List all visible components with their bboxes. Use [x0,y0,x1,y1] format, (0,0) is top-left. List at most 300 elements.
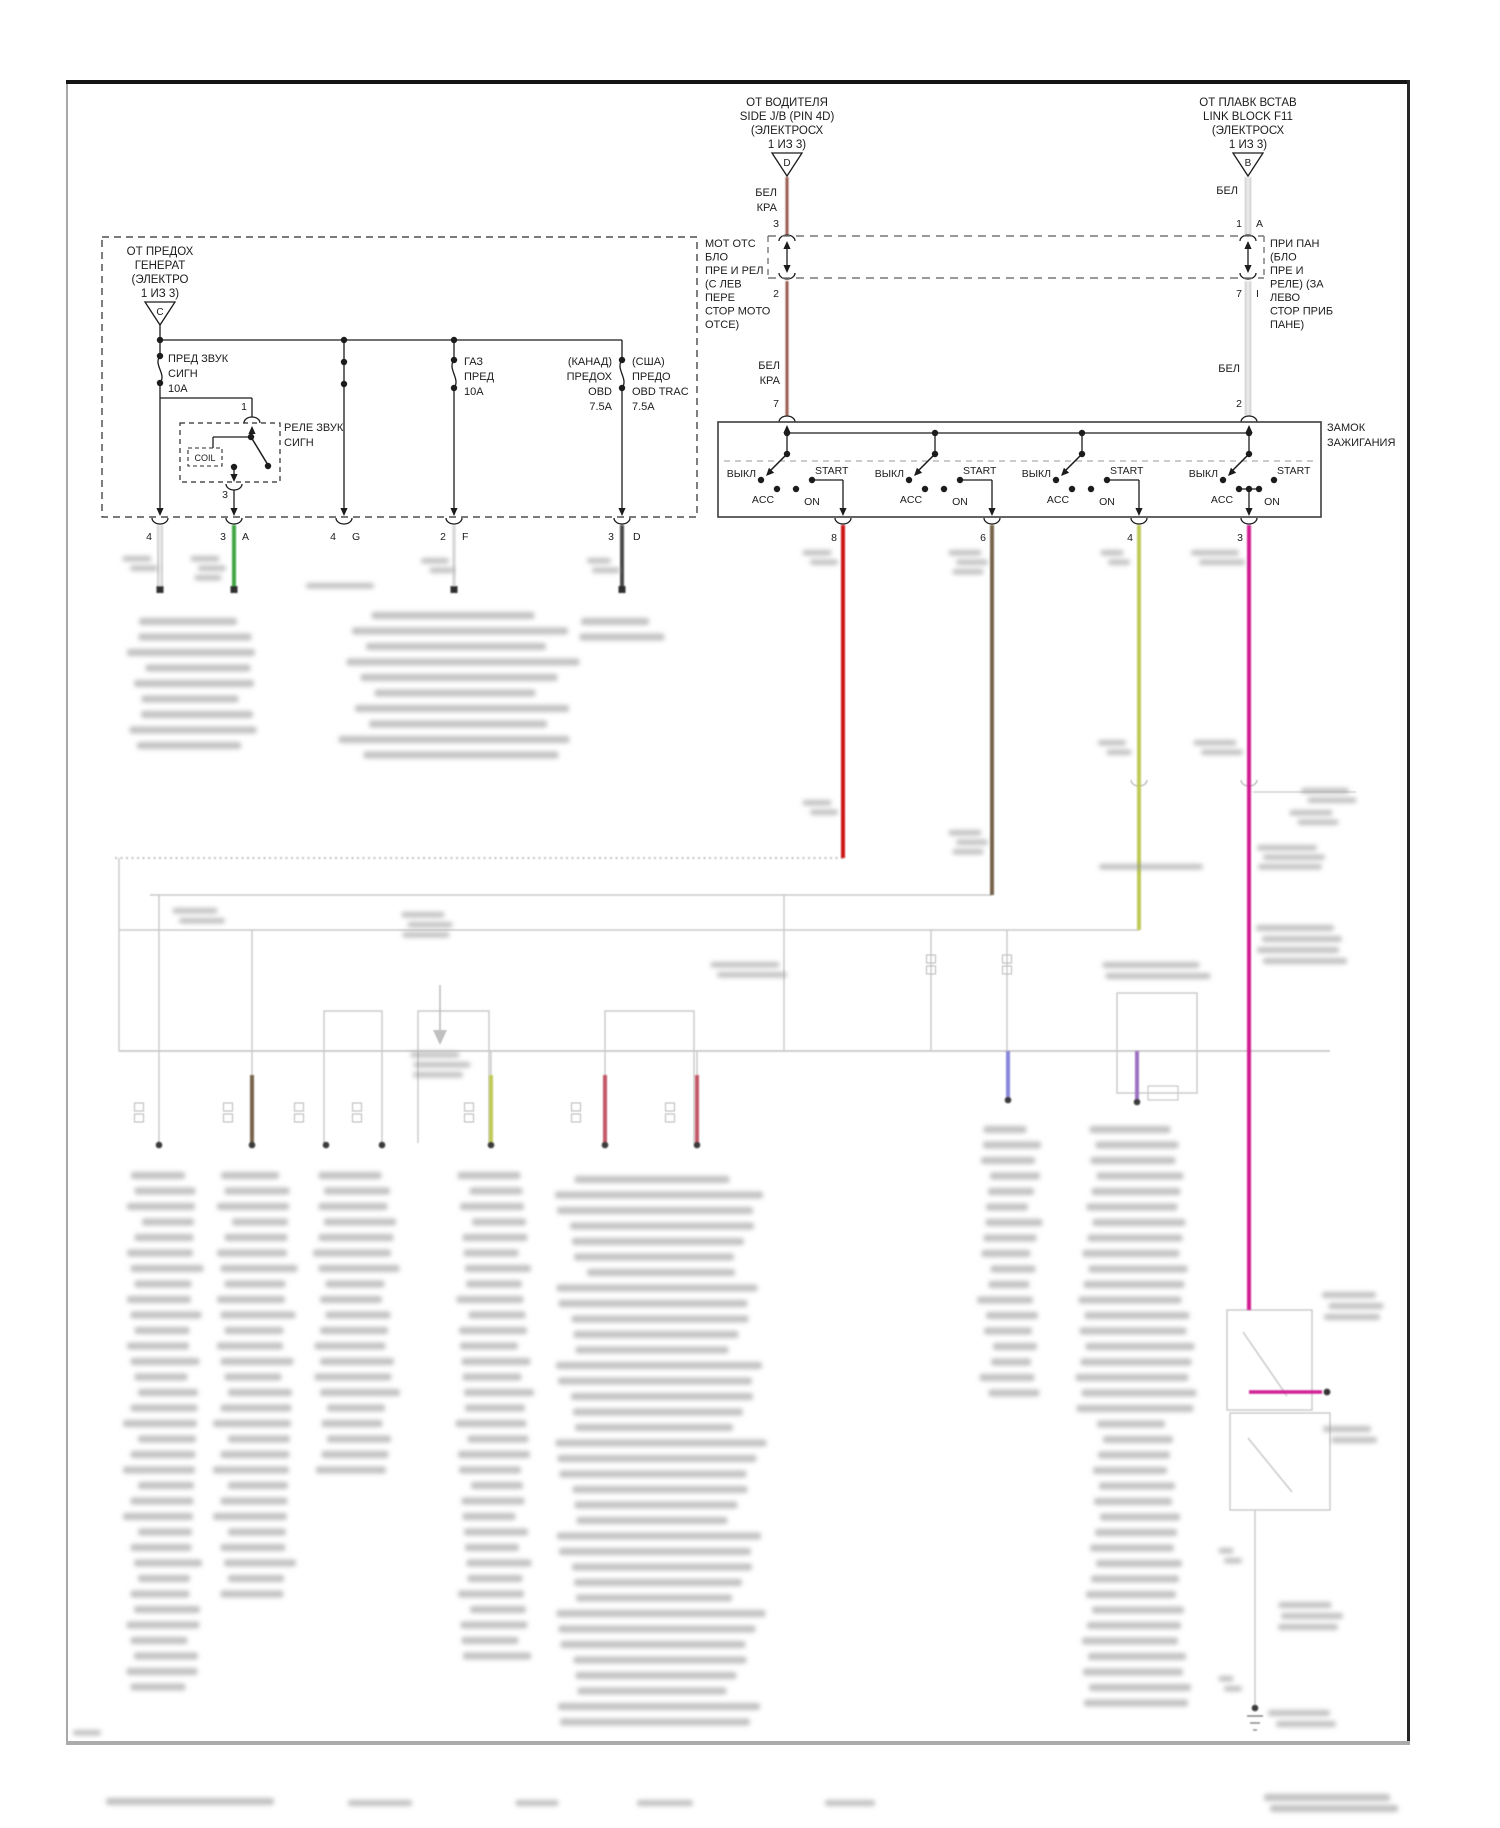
blurred-text-block [1329,1303,1384,1309]
blurred-text-block [1258,864,1322,870]
note-instrument-panel-5: СТОР ПРИБ [1270,305,1334,318]
fuse-block-out-arc [446,518,462,524]
blurred-text-block [366,643,546,650]
magenta-branch-dot [1324,1389,1331,1396]
faded-connector-pair [295,1103,304,1111]
pin-out-4g-num: 4 [330,531,336,543]
blurred-text-block [327,1405,385,1412]
blurred-text-block [221,1405,292,1412]
blurred-text-block [576,1672,737,1679]
blurred-text-block [1298,820,1339,826]
blurred-text-block [462,1498,525,1505]
faded-connector-pair [353,1103,362,1111]
label-wire_colors-d_upper-1: КРА [756,202,777,214]
blurred-text-block [991,1359,1031,1366]
blurred-text-block [1256,925,1334,931]
blurred-text-block [228,1482,288,1489]
label-wire_colors-b_lower: БЕЛ [1218,363,1240,375]
blurred-text-block [577,1517,728,1524]
blurred-junction-dot [488,1142,495,1149]
blurred-text-block [1100,1514,1180,1521]
blurred-text-block [324,1219,396,1226]
blurred-text-block [1201,750,1243,756]
blurred-text-block [1308,798,1357,804]
blurred-text-block [135,1234,194,1241]
blurred-text-block [1107,750,1132,756]
blurred-text-block [1084,1700,1188,1707]
blurred-text-block [138,1436,196,1443]
blurred-text-block [137,742,241,749]
arrowhead [1244,241,1251,249]
connector-triangle-d-letter: D [783,158,791,169]
pin-out-4g-letter: G [352,531,361,543]
blurred-text-block [463,1234,528,1241]
blurred-text-block [1224,1686,1242,1692]
blurred-junction-dot [694,1142,701,1149]
blurred-text-block [315,1343,386,1350]
blurred-text-block [139,634,252,641]
blurred-text-block [142,1219,194,1226]
blurred-text-block [1264,1794,1390,1801]
blurred-text-block [1093,1219,1186,1226]
note-engine-bay-2: ПРЕ И РЕЛ [705,265,764,277]
arrowhead [783,265,790,273]
ignition-start-label-0: START [815,465,849,477]
blurred-text-block [134,1560,202,1567]
blurred-text-block [587,1269,735,1276]
note-instrument-panel-4: ЛЕВО [1270,292,1301,304]
blurred-text-block [131,1358,200,1365]
label-wire_colors-d_lower-1: КРА [759,375,780,387]
ignition-off-label-0: ВЫКЛ [726,468,756,480]
blurred-text-block [320,1389,400,1396]
blurred-junction-dot [156,1142,163,1149]
blurred-junction-dot [323,1142,330,1149]
blurred-text-block [991,1266,1036,1273]
blurred-text-block [470,1606,526,1613]
blurred-text-block [1084,1281,1185,1288]
pin-b-top-num: 1 [1236,218,1242,230]
blurred-text-block [221,1265,298,1272]
blurred-text-block [408,922,453,928]
junction-dot [265,463,271,469]
blurred-text-block [460,1343,518,1350]
ignition-out-arc [984,518,1000,524]
blurred-text-block [1323,1426,1371,1432]
faded-staple-1 [324,1011,382,1143]
blurred-text-block [135,1281,192,1288]
label-headers-source_d-lines-1: SIDE J/B (PIN 4D) [739,111,835,123]
faded-connector-pair [465,1114,474,1122]
blurred-text-block [581,618,649,625]
coil-label: COIL [194,453,216,463]
blurred-text-block [179,918,225,924]
blurred-text-block [980,1374,1035,1381]
blurred-text-block [221,1451,290,1458]
blurred-text-block [559,1548,751,1555]
connector-square-dot [157,586,164,593]
blurred-text-block [592,568,620,574]
relay-contact-arm [251,437,268,465]
blurred-junction-dot [1252,1705,1259,1712]
blurred-text-block [1092,1607,1184,1614]
blurred-text-block [956,840,988,846]
horn-fuse-element-icon [158,356,162,383]
blurred-text-block [576,1595,732,1602]
blurred-text-block [953,569,984,575]
blurred-text-block [574,1657,747,1664]
contact-off-dot [1053,477,1059,483]
faded-connector-pair [224,1114,233,1122]
blurred-text-block [1091,1576,1179,1583]
blurred-text-block [1301,788,1349,794]
blurred-text-block [465,1405,525,1412]
blurred-text-block [139,618,237,625]
blurred-text-block [339,736,570,743]
pin-out-3d-num: 3 [608,531,614,543]
blurred-text-block [1290,810,1333,816]
blurred-text-block [1263,855,1325,861]
faded-connector-pair [666,1103,675,1111]
blurred-text-block [460,1203,524,1210]
blurred-text-block [221,1358,294,1365]
blurred-text-block [135,1374,188,1381]
blurred-text-block [574,1579,742,1586]
blurred-text-block [993,1343,1037,1350]
blurred-text-block [1097,1421,1165,1428]
blurred-text-block [134,1606,200,1613]
blurred-text-block [127,1668,198,1675]
pin-out-2f-letter: F [462,531,469,543]
blurred-text-block [320,1327,388,1334]
blurred-text-block [322,1451,389,1458]
blurred-text-block [127,1250,193,1257]
pin-d-top: 3 [773,218,779,230]
blurred-text-block [559,1626,756,1633]
blurred-text-block [810,810,838,816]
blurred-text-block [561,1641,746,1648]
blurred-text-block [463,1513,516,1520]
blurred-text-block [347,659,580,666]
fuse-block-out-arc [226,518,242,524]
blurred-text-block [141,711,253,718]
ignition-out-pin-1: 6 [980,532,986,544]
blurred-text-block [1095,1529,1177,1536]
blurred-text-block [411,1052,460,1058]
contact-off-dot [758,477,764,483]
blurred-junction-dot [602,1142,609,1149]
arrowhead [230,508,237,516]
ignition-label-1: ЗАЖИГАНИЯ [1327,437,1396,449]
note-engine-bay-1: БЛО [705,251,728,264]
blurred-text-block [1106,973,1211,979]
blurred-text-block [232,1219,288,1226]
obd-usa-label-0: (США) [632,356,665,368]
blurred-text-block [574,1331,739,1338]
blurred-text-block [130,727,257,734]
blurred-text-block [464,1529,528,1536]
horn-fuse-label-0: ПРЕД ЗВУК [168,353,229,365]
arrowhead [230,474,237,482]
faded-switch-box-1 [1227,1310,1312,1410]
blurred-text-block [458,1451,530,1458]
blurred-text-block [225,1234,288,1241]
blurred-text-block [421,558,449,564]
blurred-text-block [575,1502,738,1509]
blurred-text-block [467,1560,532,1567]
blurred-text-block [465,1544,519,1551]
blurred-text-block [470,1188,523,1195]
blurred-text-block [106,1798,274,1805]
blurred-text-block [1331,1437,1377,1443]
label-headers-source_b-lines-1: LINK BLOCK F11 [1203,111,1293,123]
ignition-start-label-2: START [1110,465,1144,477]
blurred-text-block [221,1172,279,1179]
ignition-out-pin-3: 3 [1237,532,1243,544]
note-instrument-panel-2: ПРЕ И [1270,265,1304,277]
arrowhead [450,508,457,516]
ignition-out-arc [1131,518,1147,524]
blurred-text-block [1257,845,1317,851]
blurred-text-block [1088,1235,1183,1242]
blurred-junction-dot [1005,1097,1012,1104]
blurred-text-block [221,1544,286,1551]
pin-d-bottom: 7 [773,398,779,410]
arrowhead [839,508,846,516]
blurred-text-block [225,1327,284,1334]
faded-connector-pair [353,1114,362,1122]
pin-b-mid-num: 7 [1236,288,1242,300]
blurred-text-block [131,1684,186,1691]
blurred-text-block [322,1420,383,1427]
blurred-text-block [575,1176,730,1183]
blurred-text-block [989,1390,1040,1397]
blurred-text-block [1108,560,1130,566]
blurred-text-block [1099,1483,1175,1490]
blurred-text-block [981,1157,1035,1164]
blurred-text-block [142,696,239,703]
fuse-block-out-arc [336,518,352,524]
blurred-text-block [1076,1374,1189,1381]
blurred-text-block [574,1254,734,1261]
ignition-out-arc [835,518,851,524]
blurred-text-block [131,1451,196,1458]
blurred-text-block [1270,1805,1398,1812]
frame-top [66,80,1410,84]
blurred-text-block [414,1062,471,1068]
blurred-text-block [313,1250,391,1257]
blurred-text-block [810,560,838,566]
junction-dot [341,359,347,365]
blurred-text-block [572,1238,744,1245]
blurred-text-block [131,1265,204,1272]
junction-dot [1246,430,1252,436]
blurred-text-block [1087,1204,1178,1211]
blurred-text-block [123,1513,193,1520]
faded-staple-3 [605,1011,694,1143]
label-headers-source_b-lines-0: ОТ ПЛАВК ВСТАВ [1199,97,1297,109]
contact-on-dot [1088,486,1094,492]
blurred-text-block [1082,1390,1197,1397]
blurred-text-block [324,1188,390,1195]
blurred-text-block [1322,1292,1376,1298]
blurred-text-block [463,1374,522,1381]
connector-square-dot [231,586,238,593]
blurred-text-block [717,972,787,978]
blurred-text-block [466,1281,522,1288]
blurred-text-block [123,1420,197,1427]
blurred-text-block [468,1575,523,1582]
ignition-start-label-3: START [1277,465,1311,477]
blurred-text-block [464,1250,519,1257]
arrowhead [248,426,255,434]
blurred-text-block [402,912,445,918]
blurred-text-block [320,1358,394,1365]
blurred-text-block [138,1482,194,1489]
gas-fuse-label-0: ГАЗ [464,356,484,368]
blurred-text-block [213,1420,291,1427]
note-engine-bay-6: ОТСЕ) [705,319,740,331]
blurred-text-block [213,1513,287,1520]
junction-dot [1079,430,1085,436]
note-engine-bay-4: ПЕРЕ [705,292,735,304]
blurred-text-block [134,1653,198,1660]
faded-connector-pair [135,1103,144,1111]
horn-fuse-label-2: 10А [168,383,188,395]
blurred-text-block [1278,1624,1338,1630]
blurred-text-block [572,1316,749,1323]
ignition-on-label-1: ON [952,496,968,508]
ignition-off-label-1: ВЫКЛ [874,468,904,480]
contact-off-dot [906,477,912,483]
wire-color-layer [156,177,1334,1711]
blurred-text-block [560,1471,747,1478]
junction-dot [341,381,347,387]
blurred-text-block [1086,1591,1176,1598]
blurred-text-block [146,665,251,672]
blurred-text-block [558,1703,760,1710]
faded-connector-pair [666,1114,675,1122]
blurred-text-block [1081,1359,1192,1366]
blurred-text-block [361,674,558,681]
blurred-text-block [1281,1613,1343,1619]
blurred-text-block [557,1533,761,1540]
blurred-text-block [306,583,374,589]
blurred-text-block [1083,1250,1180,1257]
connector-arc-icon [1241,416,1257,422]
blurred-text-block [459,1467,521,1474]
blurred-text-block [1079,1297,1182,1304]
blurred-text-block [462,1637,519,1644]
blurred-text-block [228,1529,286,1536]
label-headers-source_d-lines-2: (ЭЛЕКТРОСХ [750,125,824,137]
blurred-text-block [1085,1312,1190,1319]
connector-arc-icon [779,416,795,422]
blurred-junction-dot [1134,1099,1141,1106]
note-engine-bay-3: (С ЛЕВ [705,278,742,291]
blurred-text-block [131,1172,185,1179]
blurred-text-block [986,1204,1028,1211]
blurred-text-block [320,1296,382,1303]
blurred-text-block [1083,1669,1183,1676]
ignition-off-label-2: ВЫКЛ [1021,468,1051,480]
blurred-text-block [803,800,832,806]
blurred-text-block [348,1800,412,1806]
blurred-text-block [457,1296,524,1303]
blurred-text-block [1194,740,1237,746]
frame-right [1407,80,1410,1745]
relay-label-1: СИГН [284,437,314,449]
blurred-text-block [134,680,254,687]
relay-label-0: РЕЛЕ ЗВУК [284,422,344,434]
blurred-text-block [369,721,547,728]
blurred-text-block [803,550,832,556]
blurred-text-block [430,568,455,574]
blurred-text-block [1092,1188,1181,1195]
contact-on-dot [941,486,947,492]
pin-b-top-letter: A [1256,218,1264,230]
blurred-text-block [1096,1142,1179,1149]
blurred-text-block [315,1374,392,1381]
ignition-out-arc [1241,518,1257,524]
obd-fuse-element-icon [620,360,624,388]
blurred-text-block [1219,1548,1234,1554]
note-instrument-panel-0: ПРИ ПАН [1270,238,1320,250]
blurred-text-block [986,1312,1038,1319]
connector-square-dot [619,586,626,593]
blurred-text-block [1094,1498,1172,1505]
blurred-text-block [570,1223,754,1230]
blurred-text-block [576,1347,729,1354]
blurred-text-block [138,1529,192,1536]
blurred-text-block [413,1072,463,1078]
horn-fuse-label-1: СИГН [168,368,198,380]
blurred-text-block [319,1234,394,1241]
connector-square-dot [451,586,458,593]
contact-start-dot [1271,477,1277,483]
blurred-text-block [556,1362,762,1369]
blurred-text-block [1090,1545,1174,1552]
fuse-block-out-arc [152,518,168,524]
connector-triangle-c-letter: C [156,307,164,318]
faded-switch-arm-2 [1248,1438,1292,1492]
blurred-text-block [572,1564,752,1571]
blurred-text-block [637,1800,693,1806]
ignition-out-pin-0: 8 [831,532,837,544]
blurred-text-block [198,566,226,572]
blurred-text-block [1099,864,1203,870]
blurred-text-block [195,575,222,581]
blurred-text-block [131,1498,194,1505]
blurred-text-block [1279,1602,1332,1608]
arrowhead [156,508,163,516]
blurred-text-block [225,1374,282,1381]
blurred-text-block [587,558,611,564]
blurred-text-block [319,1265,400,1272]
blurred-text-block [1088,1653,1186,1660]
blurred-text-block [1077,1405,1194,1412]
blurred-text-block [1090,1126,1171,1133]
note-engine-bay-0: МОТ ОТС [705,238,756,250]
blurred-text-block [191,556,220,562]
blurred-text-block [228,1389,292,1396]
blurred-text-block [1097,1173,1184,1180]
arrowhead [340,508,347,516]
blurred-text-block [464,1389,534,1396]
blurred-text-block [458,1172,521,1179]
faded-connector-pair [465,1103,474,1111]
arrowhead [1244,265,1251,273]
